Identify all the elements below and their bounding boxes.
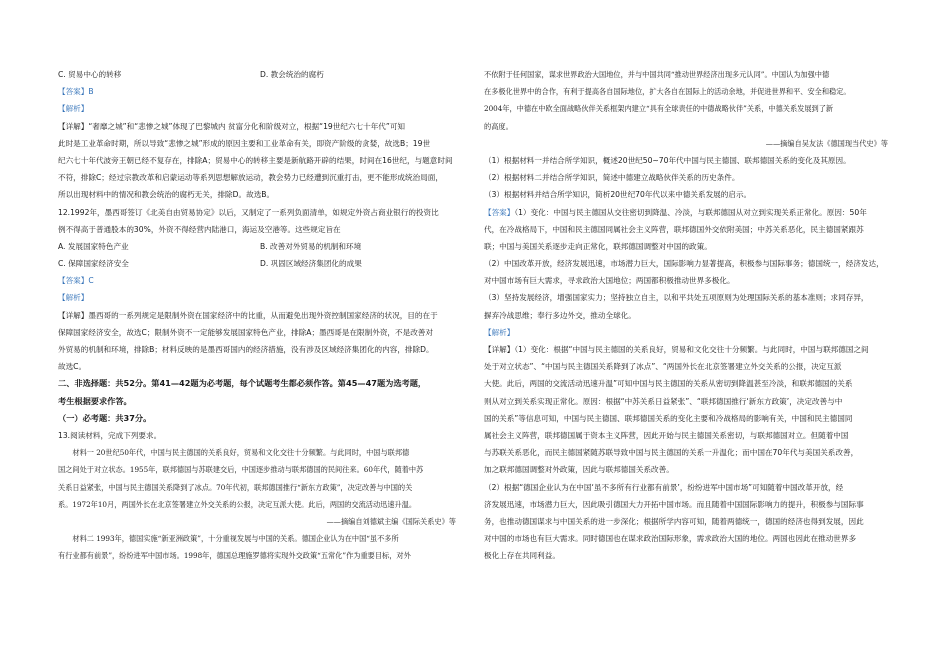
q13-analysis-line: （2）根据“德国企业认为在中国‘虽不多所有行业都有前景’，纷纷进军中国市场”可知随着中国改革开放，经 [484, 482, 844, 492]
q13-answer-line: （3）坚持发展经济，增强国家实力；坚持独立自主，以和平共处五项原则为处理国际关系的基本准则；求同存异， [484, 293, 869, 303]
q13-analysis-line: 属社会主义阵营，联邦德国属于资本主义阵营，因此开始与民主德国关系密切，与联邦德国对立。但随着中国 [484, 430, 849, 440]
q13-question-1: （1）根据材料一并结合所学知识，概述20世纪50~70年代中国与民主德国、联邦德国关系的变化及其原因。 [484, 155, 851, 165]
q12-option-a: A. 发展国家特色产业 [58, 241, 129, 251]
q11-detail-line: 所以出现材料中的情况和教会统治的腐朽无关，排除D。故选B。 [58, 190, 275, 200]
q13-analysis-line: 大使。此后，两国的交流活动迅速升温”可知中国与民主德国的关系从密切到降温甚至冷淡，和联邦德国的关系 [484, 379, 853, 389]
left-column [58, 0, 462, 564]
q13-analysis-line: 则从对立到关系实现正常化。原因：根据“中苏关系日益紧张”、“联邦德国推行‘新东方政策’，决定改善与中 [484, 396, 843, 406]
q11-detail-line: 此时是工业革命时期，所以导致“悲惨之城”形成的原因主要和工业革命有关，即资产阶级的贪婪，故选B；19世 [58, 138, 431, 148]
q11-option-c: C. 贸易中心的转移 [58, 70, 122, 79]
q12-detail-line: 保障国家经济安全，故选C；限制外资不一定能够发展国家特色产业，排除A；墨西哥是在限制外资，不是改善对 [58, 327, 433, 337]
q11-detail-line: 【详解】“奢靡之城”和“悲惨之城”体现了巴黎城内 贫富分化和阶级对立，根据“19世纪六七十年代”可知 [58, 121, 406, 131]
material2-line: 材料二 1993年，德国实施“新亚洲政策”，十分重视发展与中国的关系。德国企业认为在中国“虽不多所 [72, 534, 399, 544]
q13-answer-line: 【答案】（1）变化：中国与民主德国从交往密切到降温、冷淡，与联邦德国从对立到实现关系正常化。原因：50年 [484, 207, 867, 217]
q13-stem: 13.阅读材料，完成下列要求。 [58, 430, 162, 440]
q13-answer-line: 对中国市场有巨大需求，寻求政治大国地位；两国都积极推动世界多极化。 [484, 276, 735, 286]
q13-analysis-line: 务，也推动德国谋求与中国关系的进一步深化；根据所学内容可知，随着两德统一，德国的经济也得到发展，因此 [484, 516, 864, 526]
q12-options-row [58, 255, 462, 272]
material1-line: 国之间处于对立状态。1955年，联邦德国与苏联建交后，中国逐步推动与联邦德国的民间往来。60年代，随着中苏 [58, 465, 424, 475]
q13-analysis-line: 【详解】（1）变化：根据“中国与民主德国的关系良好，贸易和文化交往十分频繁。与此同时，中国与联邦德国之间 [484, 345, 869, 354]
material1-line: 关系日益紧张，中国与民主德国关系降到了冰点。70年代初，联邦德国推行“新东方政策”，决定改善与中国的关 [58, 482, 413, 492]
q11-analysis-label: 【解析】 [58, 104, 89, 114]
material2-cont-line: 在多极化世界中的合作，有利于提高各自国际地位，扩大各自在国际上的活动余地，并促进世界和平、安全和稳定。 [484, 87, 851, 97]
q13-analysis-line: 济发展迅速，市场潜力巨大，因此吸引德国大力开拓中国市场。而且随着中国国际影响力的提升，积极参与国际事 [484, 499, 864, 509]
q13-answer-line: 联；中国与美国关系逐步走向正常化，联邦德国调整对中国的政策。 [484, 241, 712, 251]
q13-question-2: （2）根据材料二并结合所学知识，简述中德建立战略伙伴关系的历史条件。 [484, 173, 740, 183]
q13-answer-line: 摒弃冷战思维；奉行多边外交，推动全球化。 [484, 310, 636, 320]
q11-detail-line: 纪六七十年代波旁王朝已经不复存在，排除A；贸易中心的转移主要是新航路开辟的结果，时间在16世纪，与题意时间 [58, 155, 453, 165]
q12-analysis-label: 【解析】 [58, 293, 89, 303]
q13-analysis-line: 对中国的市场也有巨大需求。同时德国也在谋求政治国际形象，需求政治大国的地位。两国也因此在推动世界多 [484, 534, 857, 544]
material1-line: 系。1972年10月，两国外长在北京签署建立外交关系的公报，决定互派大使。此后，两国的交流活动迅速升温。 [58, 499, 417, 509]
q13-analysis-line: 国的关系”等信息可知，中国与民主德国、联邦德国关系的变化主要和冷战格局的影响有关，中国和民主德国同 [484, 413, 853, 423]
q13-answer-text: （1）变化：中国与民主德国从交往密切到降温、冷淡，与联邦德国从对立到实现关系正常化。原因：50年 [514, 207, 867, 217]
material2-cont-line: 的高度。 [484, 121, 513, 131]
q11-option-d: D. 教会统治的腐朽 [260, 70, 324, 79]
q12-option-c: C. 保障国家经济安全 [58, 259, 129, 269]
sub-section-title: （一）必考题：共37分。 [58, 412, 152, 423]
q11-options [58, 66, 462, 83]
q13-analysis-label: 【解析】 [484, 327, 515, 337]
section-title-line: 二、非选择题：共52分。第41—42题为必考题，每个试题考生都必须作答。第45—47题为选考题， [58, 378, 427, 389]
section-title-line: 考生根据要求作答。 [58, 395, 132, 406]
q12-option-b: B. 改善对外贸易的机制和环境 [260, 241, 362, 251]
material2-source: ——摘编自吴友法《德国现当代史》等 [765, 138, 888, 148]
q11-answer: 【答案】B [58, 87, 94, 97]
q13-answer-line: （2）中国改革开放，经济发展迅速，市场潜力巨大，国际影响力显著提高，积极参与国际事务；德国统一，经济发达， [484, 259, 884, 269]
q12-detail-line: 【详解】墨西哥的一系列规定是限制外资在国家经济中的比重，从而避免出现外资控制国家经济的状况，目的在于 [58, 310, 438, 320]
q13-analysis-line: 加之联邦德国调整对外政策，因此与联邦德国关系改善。 [484, 465, 674, 475]
q12-stem-line: 12.1992年，墨西哥签订《北美自由贸易协定》以后，又制定了一系列负面清单，如规定外资占商业银行的投资比 [58, 207, 439, 217]
q12-detail-line: 外贸易的机制和环境，排除B；材料反映的是墨西哥国内的经济措施，没有涉及区域经济集团化的内容，排除D。 [58, 345, 434, 355]
material2-cont-line: 2004年，中德在中欧全面战略伙伴关系框架内建立“具有全球责任的中德战略伙伴”关系，中德关系发展到了新 [484, 104, 834, 114]
q11-detail-line: 不符，排除C；经过宗教改革和启蒙运动等系列思想解放运动，教会势力已经遭到沉重打击，更不能形成统治局面， [58, 173, 443, 183]
q13-question-3: （3）根据材料并结合所学知识，简析20世纪70年代以来中德关系发展的启示。 [484, 190, 752, 200]
q13-analysis-line: 与苏联关系恶化，而民主德国紧随苏联导致中国与民主德国的关系一升温化；而中国在70年代与美国关系改善， [484, 448, 859, 458]
q13-analysis-line: 处于对立状态”、“中国与民主德国关系降到了冰点”、“两国外长在北京签署建立外交关系的公报，决定互派 [484, 362, 842, 372]
right-column [484, 0, 894, 564]
material2-cont-line: 不依附于任何国家，谋求世界政治大国地位，并与中国共同“推动世界经济出现多元认同”。中国认为加强中德 [484, 70, 830, 79]
material1-source: ——摘编自刘德斌主编《国际关系史》等 [326, 516, 456, 526]
q12-options-row [58, 238, 462, 255]
q12-answer: 【答案】C [58, 276, 94, 286]
q12-option-d: D. 巩固区域经济集团化的成果 [260, 259, 362, 269]
material2-line: 有行业都有前景”，纷纷进军中国市场。1998年，德国总理施罗德将实现外交政策“五常化”作为重要目标，对外 [58, 551, 411, 561]
material1-line: 材料一 20世纪50年代，中国与民主德国的关系良好，贸易和文化交往十分频繁。与此同时，中国与联邦德 [72, 448, 410, 458]
q13-analysis-line: 极化上存在共同利益。 [484, 551, 560, 561]
q12-detail-line: 故选C。 [58, 362, 87, 372]
q13-answer-line: 代，在冷战格局下，中国和民主德国同属社会主义阵营，联邦德国外交依附美国；中苏关系恶化，民主德国紧跟苏 [484, 224, 864, 234]
q12-stem-line: 例不得高于普通股本的30%，外资不得经营内陆港口，海运及空港等。这些规定旨在 [58, 224, 341, 234]
